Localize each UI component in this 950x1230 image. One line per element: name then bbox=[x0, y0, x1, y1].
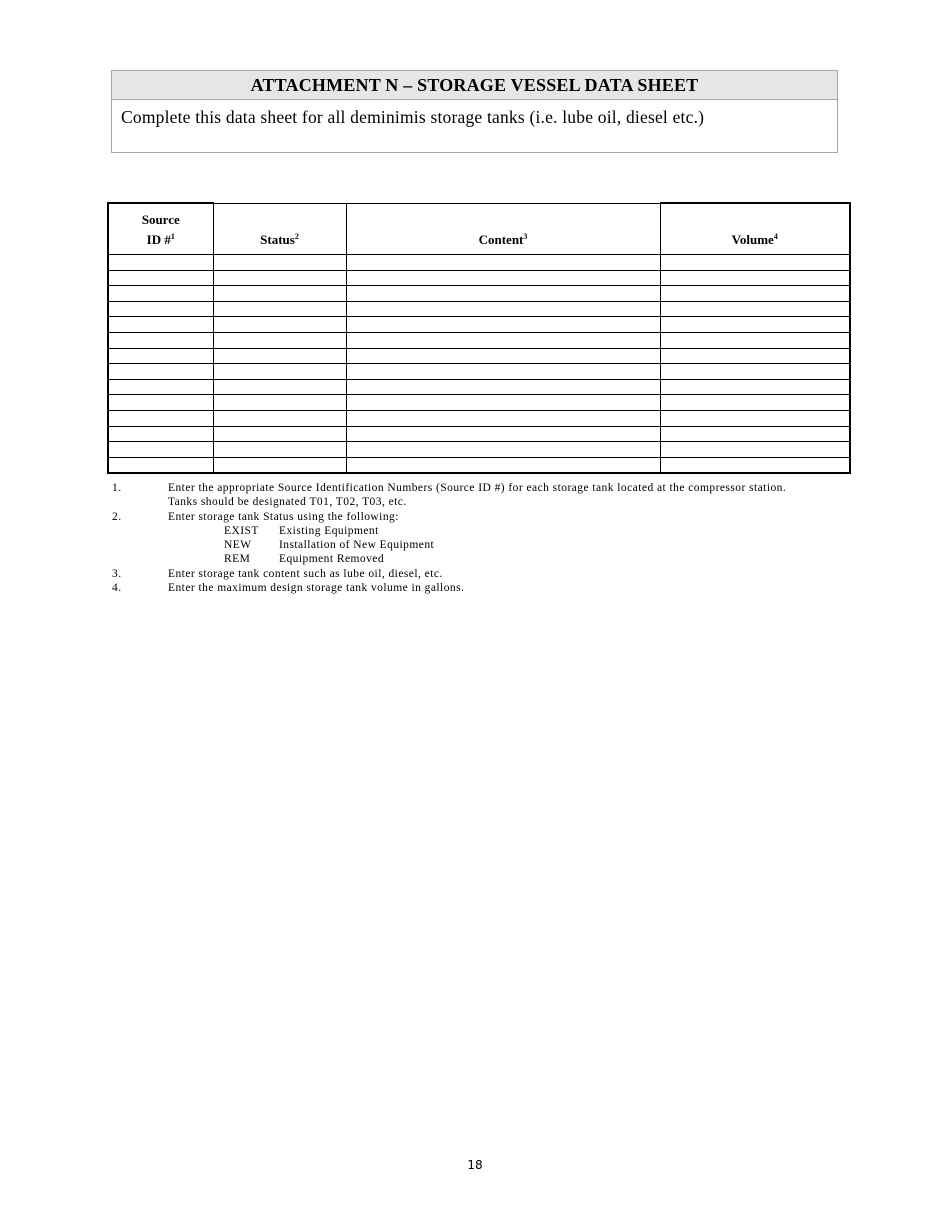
status-cell[interactable] bbox=[213, 270, 346, 286]
status-code-rem: REM Equipment Removed bbox=[224, 553, 385, 566]
table-row bbox=[108, 442, 850, 458]
status-cell[interactable] bbox=[213, 286, 346, 302]
source-id-cell[interactable] bbox=[108, 457, 213, 473]
status-cell[interactable] bbox=[213, 255, 346, 271]
column-header-source-id: Source ID #$^1$ bbox=[108, 203, 213, 255]
content-cell[interactable] bbox=[346, 270, 660, 286]
source-id-cell[interactable] bbox=[108, 410, 213, 426]
status-cell[interactable] bbox=[213, 364, 346, 380]
table-row bbox=[108, 317, 850, 333]
table-row bbox=[108, 348, 850, 364]
status-code-new: NEW Installation of New Equipment bbox=[224, 539, 435, 552]
content-cell[interactable] bbox=[346, 395, 660, 411]
content-cell[interactable] bbox=[346, 442, 660, 458]
table-row bbox=[108, 426, 850, 442]
column-header-content: Content$^3$ bbox=[346, 203, 660, 255]
status-cell[interactable] bbox=[213, 317, 346, 333]
storage-vessel-table bbox=[107, 202, 851, 474]
content-cell[interactable] bbox=[346, 410, 660, 426]
page-title: ATTACHMENT N – STORAGE VESSEL DATA SHEET bbox=[112, 71, 837, 100]
status-cell[interactable] bbox=[213, 332, 346, 348]
source-id-cell[interactable] bbox=[108, 426, 213, 442]
status-cell[interactable] bbox=[213, 426, 346, 442]
source-id-cell[interactable] bbox=[108, 270, 213, 286]
table-row bbox=[108, 301, 850, 317]
content-cell[interactable] bbox=[346, 379, 660, 395]
table-row bbox=[108, 255, 850, 271]
source-id-cell[interactable] bbox=[108, 395, 213, 411]
table-body bbox=[108, 255, 850, 474]
volume-cell[interactable] bbox=[660, 364, 850, 380]
column-header-volume: Volume$^4$ bbox=[660, 203, 850, 255]
status-cell[interactable] bbox=[213, 395, 346, 411]
content-cell[interactable] bbox=[346, 332, 660, 348]
source-id-cell[interactable] bbox=[108, 301, 213, 317]
source-id-cell[interactable] bbox=[108, 442, 213, 458]
status-cell[interactable] bbox=[213, 410, 346, 426]
status-cell[interactable] bbox=[213, 379, 346, 395]
content-cell[interactable] bbox=[346, 255, 660, 271]
volume-cell[interactable] bbox=[660, 379, 850, 395]
content-cell[interactable] bbox=[346, 364, 660, 380]
page-number: 18 bbox=[467, 1158, 483, 1172]
volume-cell[interactable] bbox=[660, 270, 850, 286]
content-cell[interactable] bbox=[346, 286, 660, 302]
content-cell[interactable] bbox=[346, 426, 660, 442]
source-id-cell[interactable] bbox=[108, 348, 213, 364]
footnotes bbox=[112, 481, 892, 595]
volume-cell[interactable] bbox=[660, 410, 850, 426]
table-row bbox=[108, 332, 850, 348]
source-id-cell[interactable] bbox=[108, 255, 213, 271]
status-cell[interactable] bbox=[213, 348, 346, 364]
volume-cell[interactable] bbox=[660, 426, 850, 442]
status-cell[interactable] bbox=[213, 457, 346, 473]
source-id-cell[interactable] bbox=[108, 364, 213, 380]
column-header-status: Status$^2$ bbox=[213, 203, 346, 255]
source-id-cell[interactable] bbox=[108, 286, 213, 302]
table-row bbox=[108, 286, 850, 302]
status-code-exist: EXIST Existing Equipment bbox=[224, 524, 379, 537]
volume-cell[interactable] bbox=[660, 442, 850, 458]
footnote-1: 1. Enter the appropriate Source Identification Numbers (Source ID #) for each storage tank located at the compressor station. Tanks should be designated T01, T02, T03, etc. bbox=[112, 482, 787, 509]
table-row bbox=[108, 457, 850, 473]
header-box bbox=[111, 70, 838, 153]
table-header-row bbox=[108, 203, 850, 255]
table-row bbox=[108, 364, 850, 380]
volume-cell[interactable] bbox=[660, 317, 850, 333]
status-cell[interactable] bbox=[213, 442, 346, 458]
table-row bbox=[108, 410, 850, 426]
page-instructions: Complete this data sheet for all deminimis storage tanks (i.e. lube oil, diesel etc.) bbox=[121, 107, 705, 127]
source-id-cell[interactable] bbox=[108, 332, 213, 348]
volume-cell[interactable] bbox=[660, 457, 850, 473]
footnote-2: 2. Enter storage tank Status using the following: bbox=[112, 510, 399, 523]
table-row bbox=[108, 379, 850, 395]
volume-cell[interactable] bbox=[660, 255, 850, 271]
content-cell[interactable] bbox=[346, 317, 660, 333]
volume-cell[interactable] bbox=[660, 286, 850, 302]
volume-cell[interactable] bbox=[660, 395, 850, 411]
status-cell[interactable] bbox=[213, 301, 346, 317]
footnote-3: 3. Enter storage tank content such as lube oil, diesel, etc. bbox=[112, 567, 443, 580]
table-row bbox=[108, 395, 850, 411]
volume-cell[interactable] bbox=[660, 301, 850, 317]
source-id-cell[interactable] bbox=[108, 379, 213, 395]
footnote-4: 4. Enter the maximum design storage tank volume in gallons. bbox=[112, 582, 465, 595]
content-cell[interactable] bbox=[346, 457, 660, 473]
source-id-cell[interactable] bbox=[108, 317, 213, 333]
content-cell[interactable] bbox=[346, 348, 660, 364]
volume-cell[interactable] bbox=[660, 332, 850, 348]
content-cell[interactable] bbox=[346, 301, 660, 317]
volume-cell[interactable] bbox=[660, 348, 850, 364]
table-row bbox=[108, 270, 850, 286]
